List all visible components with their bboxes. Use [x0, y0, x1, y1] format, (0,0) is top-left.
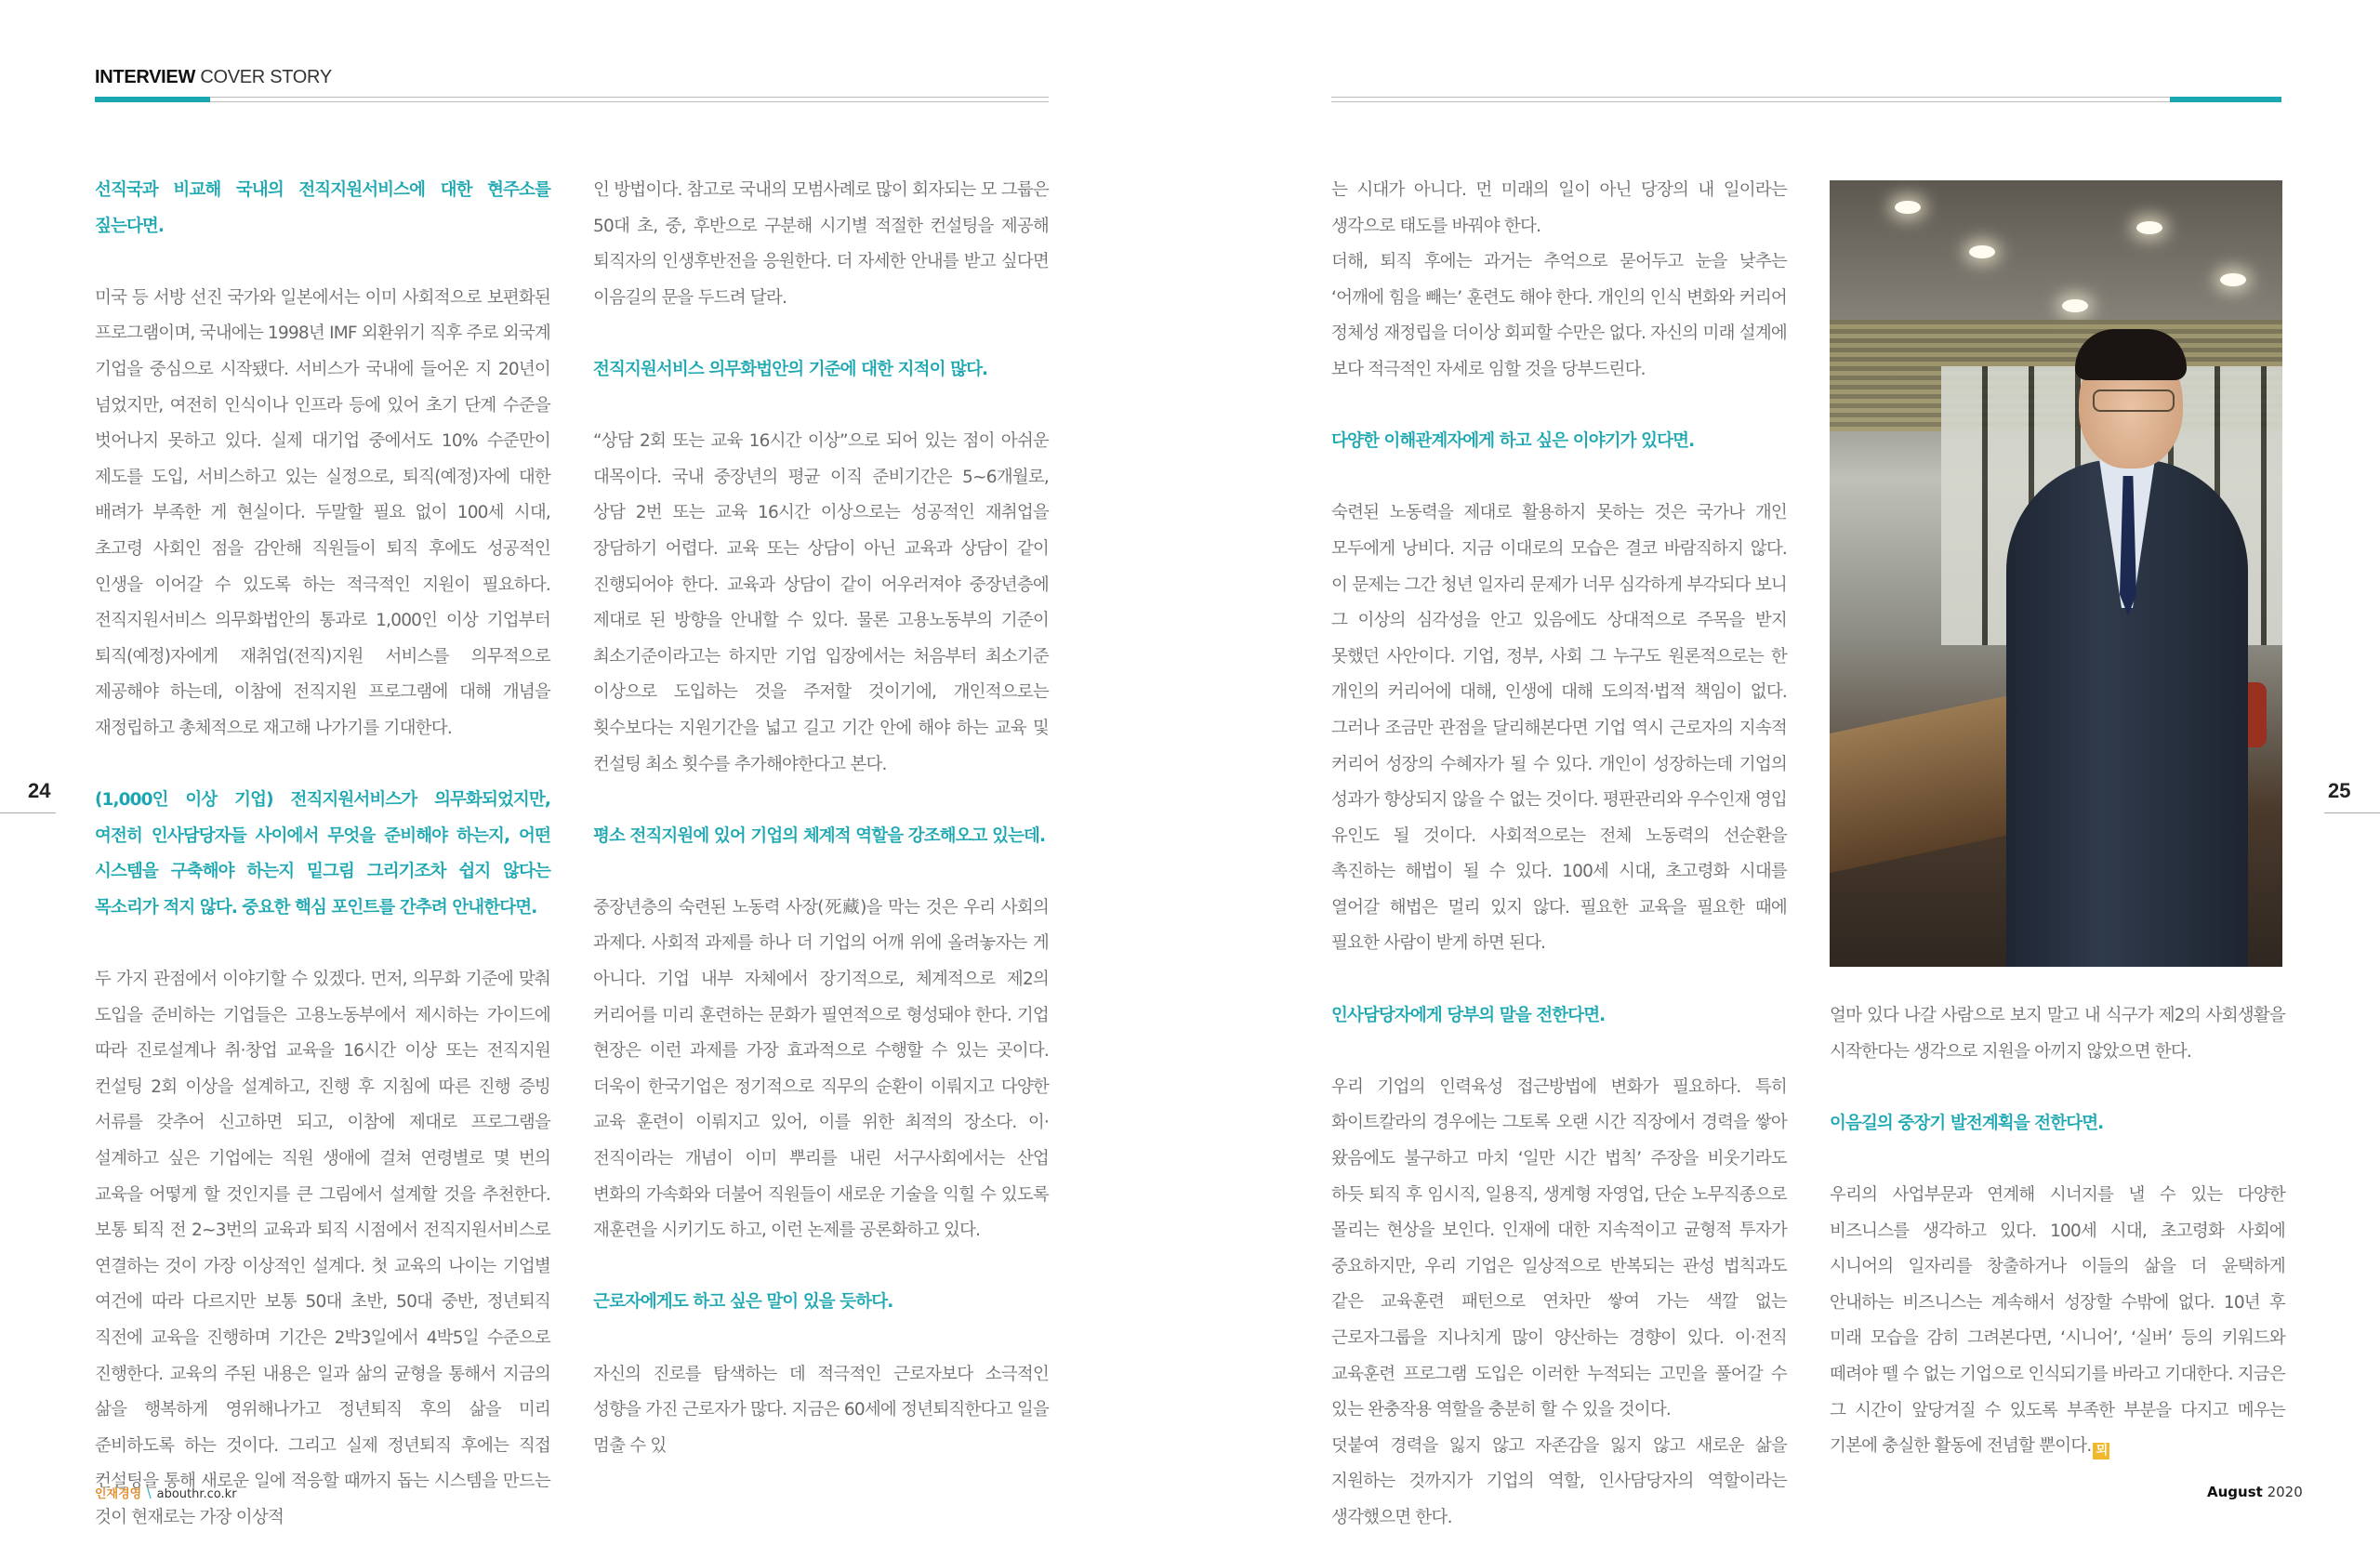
hair: [2075, 329, 2187, 380]
header-rule-left: [95, 97, 1049, 102]
footer-magazine: 인재경영: [95, 1487, 142, 1501]
header-accent-left: [95, 97, 210, 102]
interviewee-portrait: [1830, 180, 2282, 967]
answer-paragraph: 인 방법이다. 참고로 국내의 모범사례로 많이 회자되는 모 그룹은 50대 초, 중, 후반으로 구분해 시기별 적절한 컨설팅을 제공해 퇴직자의 인생후반전을 응원한다. 더 자세한 안내를 받고 싶다면 이음길의 문을 두드려 달라.: [593, 180, 1049, 308]
answer-paragraph: “상담 2회 또는 교육 16시간 이상”으로 되어 있는 점이 아쉬운 대목이다. 국내 중장년의 평균 이직 준비기간은 5~6개월로, 상담 2번 또는 교육 16시간 이상으로는 성공적인 재취업을 장담하기 어렵다. 교육 또는 상담이 아닌 교육과 상담이 같이 진행되어야 한다. 교육과 상담이 같이 어우러져야 중장년층에 제대로 된 방향을 안내할 수 있다. 물론 고용노동부의 기준이 최소기준이라고는 하지만 기업 입장에서는 처음부터 최소기준 이상으로 도입하는 것을 주저할 것이기에, 개인적으로는 횟수보다는 지원기간을 넓고 길고 기간 안에 해야 하는 교육 및 컨설팅 최소 횟수를 추가해야한다고 본다.: [593, 431, 1049, 774]
eyeglasses: [2093, 390, 2175, 412]
ceiling-light: [2136, 221, 2162, 234]
answer-paragraph: 미국 등 서방 선진 국가와 일본에서는 이미 사회적으로 보편화된 프로그램이며, 국내에는 1998년 IMF 외환위기 직후 주로 외국계 기업을 중심으로 시작됐다. 서비스가 국내에 들어온 지 20년이 넘었지만, 여전히 인식이나 인프라 등에 있어 초기 단계 수준을 벗어나지 못하고 있다. 실제 대기업 중에서도 10% 수준만이 제도를 도입, 서비스하고 있는 실정으로, 퇴직(예정)자에 대한 배려가 부족한 게 현실이다. 두말할 필요 없이 100세 시대, 초고령 사회인 점을 감안해 직원들이 퇴직 후에도 성공적인 인생을 이어갈 수 있도록 하는 적극적인 지원이 필요하다. 전직지원서비스 의무화법안의 통과로 1,000인 이상 기업부터 퇴직(예정)자에게 재취업(전직)지원 서비스를 의무적으로 제공해야 하는데, 이참에 전직지원 프로그램에 대해 개념을 재정립하고 총체적으로 재고해 나가기를 기대한다.: [95, 287, 550, 738]
answer-paragraph: 는 시대가 아니다. 먼 미래의 일이 아닌 당장의 내 일이라는 생각으로 태도를 바꿔야 한다.: [1331, 180, 1787, 236]
answer-paragraph: 우리 기업의 인력육성 접근방법에 변화가 필요하다. 특히 화이트칼라의 경우에는 그토록 오랜 시간 직장에서 경력을 쌓아 왔음에도 불구하고 마치 ‘일만 시간 법칙’ 주장을 비웃기라도 하듯 퇴직 후 임시직, 일용직, 생계형 자영업, 단순 노무직종으로 몰리는 현상을 보인다. 인재에 대한 지속적이고 균형적 투자가 중요하지만, 우리 기업은 일상적으로 반복되는 관성 법칙과도 같은 교육훈련 패턴으로 연차만 쌓여 가는 색깔 없는 근로자그룹을 지나치게 많이 양산하는 경향이 있다. 이·전직 교육훈련 프로그램 도입은 이러한 누적되는 고민을 풀어갈 수 있는 완충작용 역할을 충분히 할 수 있을 것이다.: [1331, 1076, 1787, 1420]
question-heading: 인사담당자에게 당부의 말을 전한다면.: [1331, 1005, 1606, 1025]
ceiling-light: [1969, 245, 1995, 258]
answer-paragraph: 중장년층의 숙련된 노동력 사장(死藏)을 막는 것은 우리 사회의 과제다. 사회적 과제를 하나 더 기업의 어깨 위에 올려놓자는 게 아니다. 기업 내부 자체에서 장기적으로, 체계적으로 제2의 커리어를 미리 훈련하는 문화가 필연적으로 형성돼야 한다. 기업 현장은 이런 과제를 가장 효과적으로 수행할 수 있는 곳이다. 더욱이 한국기업은 정기적으로 직무의 순환이 이뤄지고 다양한 교육 훈련이 이뤄지고 있어, 이를 위한 최적의 장소다. 이·전직이라는 개념이 이미 뿌리를 내린 서구사회에서는 산업 변화의 가속화와 더불어 직원들이 새로운 기술을 익힐 수 있도록 재훈련을 시키기도 하고, 이런 논제를 공론화하고 있다.: [593, 897, 1049, 1241]
section-label-light: COVER STORY: [200, 67, 332, 87]
section-label-bold: INTERVIEW: [95, 67, 196, 87]
text-column-1: [95, 173, 550, 1537]
question-heading: 근로자에게도 하고 싶은 말이 있을 듯하다.: [593, 1292, 893, 1313]
footer-brand: [95, 1484, 237, 1501]
ceiling-light: [1895, 201, 1921, 214]
answer-text: 우리의 사업부문과 연계해 시너지를 낼 수 있는 다양한 비즈니스를 생각하고 있다. 100세 시대, 초고령화 사회에 시니어의 일자리를 창출하거나 이들의 삶을 더 윤택하게 안내하는 비즈니스는 계속해서 성장할 수밖에 없다. 10년 후 미래 모습을 감히 그려본다면, ‘시니어’, ‘실버’ 등의 키워드와 떼려야 뗄 수 없는 기업으로 인식되기를 바라고 기대한다. 지금은 그 시간이 앞당겨질 수 있도록 부족한 부분을 다지고 메우는 기본에 충실한 활동에 전념할 뿐이다.: [1830, 1184, 2285, 1457]
footer-year: 2020: [2267, 1484, 2303, 1500]
page-number-right-rule: [2324, 812, 2380, 813]
question-heading: 이음길의 중장기 발전계획을 전한다면.: [1830, 1113, 2104, 1133]
question-heading: 전직지원서비스 의무화법안의 기준에 대한 지적이 많다.: [593, 359, 988, 379]
page-number-right: 25: [2328, 779, 2351, 802]
page-number-left: 24: [28, 779, 51, 802]
answer-paragraph: [1830, 1178, 2285, 1465]
header-accent-right: [2170, 97, 2281, 102]
ceiling-light: [2220, 273, 2246, 286]
footer-website: abouthr.co.kr: [156, 1487, 237, 1501]
question-heading: 선직국과 비교해 국내의 전직지원서비스에 대한 현주소를 짚는다면.: [95, 180, 550, 236]
text-column-3: [1331, 173, 1787, 1537]
answer-paragraph: 덧붙여 경력을 잃지 않고 자존감을 잃지 않고 새로운 삶을 지원하는 것까지가 기업의 역할, 인사담당자의 역할이라는 생각했으면 한다.: [1331, 1435, 1787, 1527]
question-heading: 다양한 이해관계자에게 하고 싶은 이야기가 있다면.: [1331, 431, 1695, 452]
footer-issue: [2207, 1484, 2303, 1500]
text-column-2: [593, 173, 1049, 1464]
section-label: [95, 67, 332, 88]
answer-paragraph: 더해, 퇴직 후에는 과거는 추억으로 묻어두고 눈을 낮추는 ‘어깨에 힘을 빼는’ 훈련도 해야 한다. 개인의 인식 변화와 커리어 정체성 재정립을 더이상 회피할 수만은 없다. 자신의 미래 설계에 보다 적극적인 자세로 임할 것을 당부드린다.: [1331, 252, 1787, 379]
question-heading: 평소 전직지원에 있어 기업의 체계적 역할을 강조해오고 있는데.: [593, 825, 1046, 846]
answer-paragraph: 얼마 있다 나갈 사람으로 보지 말고 내 식구가 제2의 사회생활을 시작한다는 생각으로 지원을 아끼지 않았으면 한다.: [1830, 1006, 2285, 1062]
header-rule-right: [1331, 97, 2281, 102]
answer-paragraph: 두 가지 관점에서 이야기할 수 있겠다. 먼저, 의무화 기준에 맞춰 도입을 준비하는 기업들은 고용노동부에서 제시하는 가이드에 따라 진로설계나 취·창업 교육을 16시간 이상 또는 전직지원 컨설팅 2회 이상을 설계하고, 진행 후 지침에 따른 진행 증빙 서류를 갖추어 신고하면 되고, 이참에 제대로 프로그램을 설계하고 싶은 기업에는 직원 생애에 걸쳐 연령별로 몇 번의 교육을 어떻게 할 것인지를 큰 그림에서 설계할 것을 추천한다. 보통 퇴직 전 2~3번의 교육과 퇴직 시점에서 전직지원서비스로 연결하는 것이 가장 이상적인 설계다. 첫 교육의 나이는 기업별 여건에 따라 다르지만 보통 50대 초반, 50대 중반, 정년퇴직 직전에 교육을 진행하며 기간은 2박3일에서 4박5일 수준으로 진행한다. 교육의 주된 내용은 일과 삶의 균형을 통해서 지금의 삶을 행복하게 영위해나가고 정년퇴직 후의 삶을 미리 준비하도록 하는 것이다. 그리고 실제 정년퇴직 후에는 직접 컨설팅을 통해 새로운 일에 적응할 때까지 돕는 시스템을 만드는 것이 현재로는 가장 이상적: [95, 970, 550, 1527]
answer-paragraph: 자신의 진로를 탐색하는 데 적극적인 근로자보다 소극적인 성향을 가진 근로자가 많다. 지금은 60세에 정년퇴직한다고 일을 멈출 수 있: [593, 1364, 1049, 1456]
page-number-left-rule: [0, 812, 56, 813]
ceiling-light: [2062, 299, 2088, 312]
footer-slash-icon: \: [147, 1487, 152, 1501]
end-mark-icon: 뫼: [2093, 1443, 2109, 1459]
question-heading: (1,000인 이상 기업) 전직지원서비스가 의무화되었지만, 여전히 인사담당자들 사이에서 무엇을 준비해야 하는지, 어떤 시스템을 구축해야 하는지 밑그림 그리기조차 쉽지 않다는 목소리가 적지 않다. 중요한 핵심 포인트를 간추려 안내한다면.: [95, 790, 550, 918]
answer-paragraph: 숙련된 노동력을 제대로 활용하지 못하는 것은 국가나 개인 모두에게 낭비다. 지금 이대로의 모습은 결코 바람직하지 않다. 이 문제는 그간 청년 일자리 문제가 너무 심각하게 부각되다 보니 그 이상의 심각성을 안고 있음에도 상대적으로 주목을 받지 못했던 사안이다. 기업, 정부, 사회 그 누구도 원론적으로는 한 개인의 커리어에 대해, 인생에 대해 도의적·법적 책임이 없다. 그러나 조금만 관점을 달리해본다면 기업 역시 근로자의 지속적 커리어 성장의 수혜자가 될 수 있다. 개인이 성장하는데 기업의 성과가 향상되지 않을 수 없는 것이다. 평판관리와 우수인재 영입 유인도 될 것이다. 사회적으로는 전체 노동력의 선순환을 촉진하는 해법이 될 수 있다. 100세 시대, 초고령화 시대를 열어갈 해법은 멀리 있지 않다. 필요한 교육을 필요한 때에 필요한 사람이 받게 하면 된다.: [1331, 503, 1787, 954]
text-column-4: [1830, 998, 2285, 1465]
footer-month: August: [2207, 1484, 2263, 1500]
